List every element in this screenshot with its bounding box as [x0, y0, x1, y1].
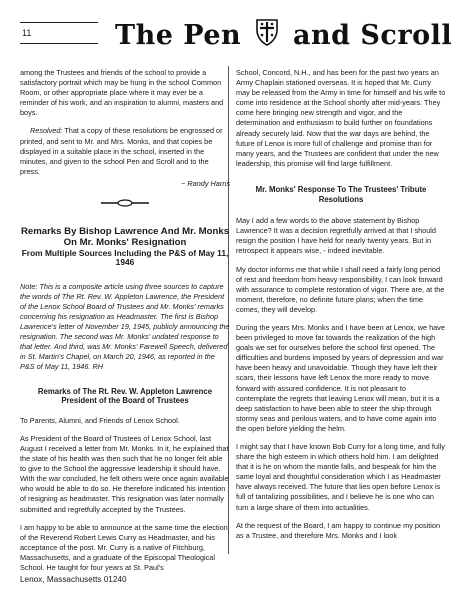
- body-paragraph: among the Trustees and friends of the school to provide a satisfactory portrait which may be hung in the school Common Room, or other appropriate place where it may ever be a reminder of his work, and an inspiration to alumni, masters and boys.: [20, 68, 224, 118]
- resolved-body: That a copy of these resolutions be engrossed or printed, and sent to Mr. and Mrs. Monks, and that copies be displayed in a suitable place in the school, inserted in the minutes, and given to the school Pen and Scroll and to the press.: [20, 126, 223, 176]
- body-paragraph: As President of the Board of Trustees of Lenox School, last August I received a letter from Mr. Monks. In it, he explained that the state of his health was then such that he no longer felt able to give to the School the aggressive leadership it should have. With the war concluded, he felt others were once again available who would be able to do so. He therefore indicated his intention of resigning as headmaster. This resignation was later normally submitted and regretfully accepted by the Trustees.: [20, 433, 229, 514]
- body-paragraph: I might say that I have known Bob Curry for a long time, and fully share the high esteem in which others hold him. I am delighted that it is he on whom the mantle falls, and bespeak for him the same loyal and thoughtful consideration which I as Headmaster have always received. The future that lies open before Lenox is full of tantalizing possibilities, and I believe he is one who can turn a large share of them into actualities.: [236, 442, 445, 512]
- signature: ~ Randy Harris: [181, 178, 230, 188]
- resolved-lead: Resolved:: [30, 126, 63, 136]
- body-paragraph: I am happy to be able to announce at the same time the election of the Reverend Robert Lewis Curry as Headmaster, and his acceptance of the post. Mr. Curry is a native of Fitchburg, Massachusetts, and a graduate of the Episcopal Theological School. He taught for four years at St. Paul's: [20, 522, 228, 572]
- editor-note: Note: This is a composite article using three sources to capture the words of The Rt. Rev. W. Appleton Lawrence, the President of the Lenox School Board of Trustees and Mr. Monks' remarks concerning his resignation as Headmaster. The first is Bishop Lawrence's letter of November 19, 1945, publicly announcing the resignation. The second was Mr. Monks' undated response to that letter. And third, was Mr. Monks' Farewell Speech, delivered in St. Martin's Chapel, on March 20, 1946, as reported in the P&S of May 11, 1946. RH: [20, 281, 230, 372]
- body-paragraph: During the years Mrs. Monks and I have been at Lenox, we have been privileged to move far towards the realization of the high goals we set for ourselves before the school first opened. The difficulties and burdens imposed by years of depression and war have been heavy and unavoidable. Though they have left their scars, their lessons have left Lenox the more ready to move forward with assured confidence. It is not pleasant to contemplate the regrets that leaving Lenox will mean, but it is a deep satisfaction to have been able to steer the ship through stormy seas and perilous waters, and to have come again into the open before yielding the helm.: [236, 322, 445, 433]
- header-rule-bottom: [20, 43, 98, 44]
- left-column: [20, 68, 230, 581]
- article-subhead: From Multiple Sources Including the P&S of May 11, 1946: [21, 247, 229, 268]
- body-paragraph: To Parents, Alumni, and Friends of Lenox School.: [20, 415, 180, 425]
- body-paragraph: May I add a few words to the above statement by Bishop Lawrence? It was a decision regretfully arrived at that I should resign the position I have held for nearly twenty years. But in retrospect it appears wise, - indeed inevitable.: [236, 216, 436, 256]
- masthead: [20, 16, 453, 60]
- body-paragraph: School, Concord, N.H., and has been for the past two years an Army Chaplain stationed overseas. It is hoped that Mr. Curry may be released from the Army in time for himself and his wife to come into residence at the School shortly after mid-years. They come here bringing new strength and vigor, and the determination and enthusiasm to build further on foundations already securely laid. Now that the war days are behind, the future of Lenox is more full of challenge and promise than for many years, and the Trustees are confident that under the new leadership, this promise will find large fulfillment.: [236, 68, 446, 168]
- article-headline: Remarks By Bishop Lawrence And Mr. Monks On Mr. Monks' Resignation: [20, 226, 230, 249]
- body-paragraph: My doctor informs me that while I shall need a fairly long period of rest and freedom from heavy responsibility, I can look forward with assurance to complete restoration of vigor. There are, at the moment, therefore, no definite future plans; when the time comes, they will develop.: [236, 264, 445, 314]
- right-column: [236, 68, 446, 549]
- shield-icon: [255, 18, 279, 53]
- header-rule-top: [20, 22, 98, 23]
- title-right: and Scroll: [293, 20, 453, 51]
- title-left: The Pen: [115, 20, 242, 51]
- page-number: 11: [22, 28, 32, 38]
- section-heading: Remarks of The Rt. Rev. W. Appleton Lawrence President of the Board of Trustees: [37, 386, 213, 406]
- ornament-divider: [20, 199, 230, 210]
- body-paragraph: At the request of the Board, I am happy to continue my position as a Trustee, and therefore Mrs. Monks and I look: [236, 520, 441, 540]
- masthead-title: [115, 18, 453, 58]
- section-heading: Mr. Monks' Response To The Trustees' Tribute Resolutions: [255, 184, 427, 204]
- resolved-paragraph: [20, 126, 230, 176]
- page-footer: Lenox, Massachusetts 01240: [20, 575, 127, 584]
